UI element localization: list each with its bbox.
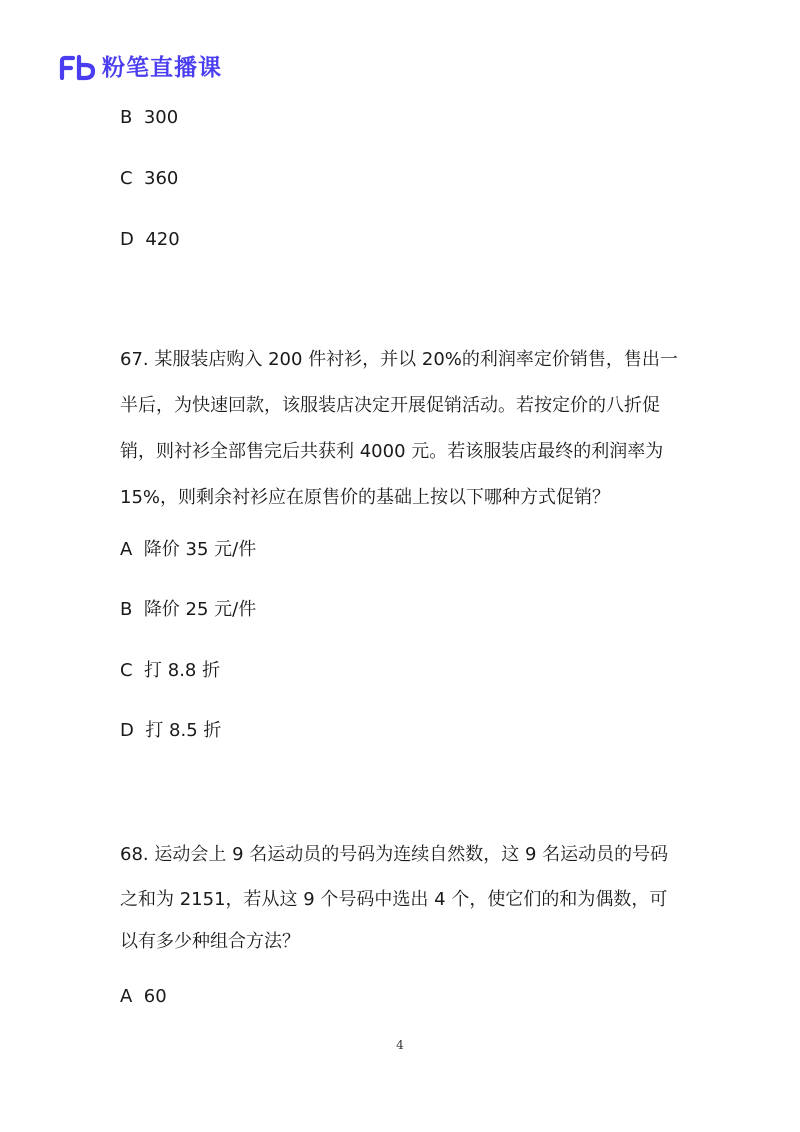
question-67-line-1: 67. 某服装店购入 200 件衬衫，并以 20%的利润率定价销售，售出一: [120, 349, 678, 370]
question-68-line-1: 68. 运动会上 9 名运动员的号码为连续自然数，这 9 名运动员的号码: [120, 844, 669, 865]
option-q67-b: B 降价 25 元/件: [120, 599, 257, 620]
option-q67-d: D 打 8.5 折: [120, 720, 222, 741]
option-q66-b: B 300: [120, 107, 179, 128]
question-67-line-2: 半后，为快速回款，该服装店决定开展促销活动。若按定价的八折促: [120, 395, 660, 416]
question-68-line-2: 之和为 2151，若从这 9 个号码中选出 4 个，使它们的和为偶数，可: [120, 889, 668, 910]
option-q67-a: A 降价 35 元/件: [120, 539, 257, 560]
option-q66-d: D 420: [120, 229, 180, 250]
fb-logo-icon: [58, 54, 98, 82]
question-68-line-3: 以有多少种组合方法？: [120, 931, 300, 952]
option-q68-a: A 60: [120, 986, 167, 1007]
page-number: 4: [396, 1038, 404, 1052]
brand-name: 粉笔直播课: [102, 55, 222, 81]
option-q67-c: C 打 8.8 折: [120, 660, 221, 681]
question-67-line-4: 15%，则剩余衬衫应在原售价的基础上按以下哪种方式促销？: [120, 487, 611, 508]
header-logo: [58, 52, 222, 84]
option-q66-c: C 360: [120, 168, 179, 189]
question-67-line-3: 销，则衬衫全部售完后共获利 4000 元。若该服装店最终的利润率为: [120, 441, 664, 462]
